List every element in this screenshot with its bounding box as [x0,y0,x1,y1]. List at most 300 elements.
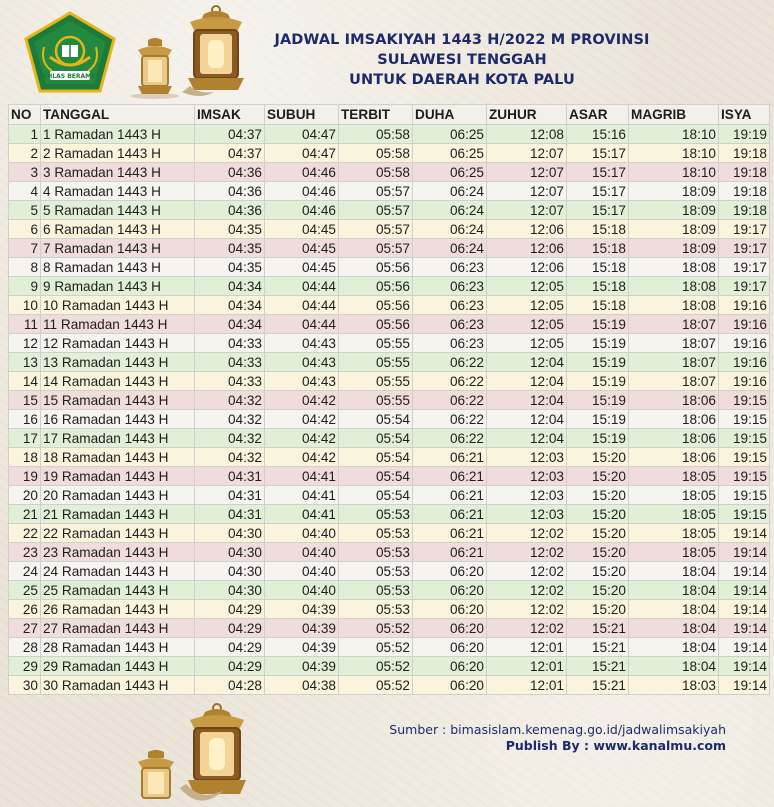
cell-imsak: 04:30 [195,562,265,581]
cell-isya: 19:15 [719,467,770,486]
cell-zuhur: 12:07 [487,182,567,201]
cell-no: 8 [9,258,41,277]
cell-no: 6 [9,220,41,239]
cell-duha: 06:24 [413,201,487,220]
cell-duha: 06:25 [413,144,487,163]
cell-asar: 15:19 [567,372,629,391]
cell-zuhur: 12:04 [487,372,567,391]
cell-duha: 06:22 [413,429,487,448]
cell-no: 3 [9,163,41,182]
cell-date: 11 Ramadan 1443 H [41,315,195,334]
cell-duha: 06:21 [413,505,487,524]
column-header-asar: ASAR [567,105,629,125]
cell-zuhur: 12:05 [487,296,567,315]
cell-no: 14 [9,372,41,391]
cell-terbit: 05:55 [339,372,413,391]
cell-subuh: 04:40 [265,543,339,562]
cell-subuh: 04:45 [265,258,339,277]
table-row [9,315,770,334]
cell-no: 30 [9,676,41,695]
cell-imsak: 04:36 [195,182,265,201]
cell-date: 9 Ramadan 1443 H [41,277,195,296]
cell-imsak: 04:29 [195,657,265,676]
table-row [9,619,770,638]
cell-date: 4 Ramadan 1443 H [41,182,195,201]
table-row [9,543,770,562]
cell-magrib: 18:07 [629,334,719,353]
cell-magrib: 18:08 [629,258,719,277]
cell-date: 8 Ramadan 1443 H [41,258,195,277]
cell-duha: 06:24 [413,182,487,201]
cell-no: 20 [9,486,41,505]
lantern-icon [130,750,182,806]
cell-terbit: 05:55 [339,391,413,410]
cell-isya: 19:14 [719,600,770,619]
cell-zuhur: 12:05 [487,334,567,353]
cell-subuh: 04:42 [265,410,339,429]
cell-date: 3 Ramadan 1443 H [41,163,195,182]
cell-isya: 19:14 [719,676,770,695]
cell-isya: 19:15 [719,486,770,505]
cell-imsak: 04:31 [195,505,265,524]
cell-no: 18 [9,448,41,467]
cell-duha: 06:21 [413,543,487,562]
cell-no: 29 [9,657,41,676]
title-line-1: JADWAL IMSAKIYAH 1443 H/2022 M PROVINSI [274,32,650,48]
cell-magrib: 18:04 [629,638,719,657]
cell-asar: 15:20 [567,543,629,562]
cell-asar: 15:18 [567,239,629,258]
cell-date: 30 Ramadan 1443 H [41,676,195,695]
cell-imsak: 04:28 [195,676,265,695]
cell-magrib: 18:07 [629,315,719,334]
cell-asar: 15:18 [567,277,629,296]
cell-no: 16 [9,410,41,429]
cell-duha: 06:20 [413,600,487,619]
cell-magrib: 18:05 [629,543,719,562]
cell-asar: 15:18 [567,258,629,277]
cell-terbit: 05:54 [339,467,413,486]
cell-subuh: 04:42 [265,391,339,410]
cell-imsak: 04:37 [195,125,265,144]
table-row [9,125,770,144]
cell-asar: 15:20 [567,562,629,581]
cell-zuhur: 12:03 [487,467,567,486]
cell-imsak: 04:33 [195,353,265,372]
cell-date: 15 Ramadan 1443 H [41,391,195,410]
cell-magrib: 18:10 [629,163,719,182]
cell-terbit: 05:53 [339,524,413,543]
cell-duha: 06:20 [413,562,487,581]
cell-magrib: 18:09 [629,182,719,201]
cell-imsak: 04:30 [195,581,265,600]
cell-no: 17 [9,429,41,448]
cell-subuh: 04:47 [265,144,339,163]
cell-date: 1 Ramadan 1443 H [41,125,195,144]
cell-imsak: 04:29 [195,638,265,657]
cell-isya: 19:16 [719,334,770,353]
cell-terbit: 05:58 [339,125,413,144]
cell-isya: 19:18 [719,182,770,201]
cell-zuhur: 12:02 [487,581,567,600]
cell-date: 5 Ramadan 1443 H [41,201,195,220]
cell-terbit: 05:56 [339,277,413,296]
cell-duha: 06:23 [413,277,487,296]
cell-subuh: 04:39 [265,638,339,657]
cell-subuh: 04:43 [265,334,339,353]
column-header-terbit: TERBIT [339,105,413,125]
table-row [9,562,770,581]
cell-imsak: 04:32 [195,448,265,467]
cell-terbit: 05:52 [339,619,413,638]
cell-isya: 19:18 [719,144,770,163]
cell-terbit: 05:52 [339,676,413,695]
cell-isya: 19:14 [719,581,770,600]
cell-asar: 15:17 [567,182,629,201]
cell-zuhur: 12:03 [487,448,567,467]
cell-asar: 15:20 [567,581,629,600]
cell-duha: 06:25 [413,125,487,144]
cell-date: 7 Ramadan 1443 H [41,239,195,258]
cell-no: 7 [9,239,41,258]
cell-imsak: 04:30 [195,524,265,543]
cell-asar: 15:21 [567,676,629,695]
cell-isya: 19:15 [719,410,770,429]
cell-date: 16 Ramadan 1443 H [41,410,195,429]
table-header-row [9,105,770,125]
crescent-icon [178,782,226,806]
column-header-tanggal: TANGGAL [41,105,195,125]
cell-imsak: 04:34 [195,277,265,296]
cell-asar: 15:20 [567,486,629,505]
cell-asar: 15:20 [567,448,629,467]
cell-zuhur: 12:08 [487,125,567,144]
cell-date: 2 Ramadan 1443 H [41,144,195,163]
cell-date: 10 Ramadan 1443 H [41,296,195,315]
cell-isya: 19:14 [719,562,770,581]
column-header-no: NO [9,105,41,125]
cell-zuhur: 12:06 [487,220,567,239]
cell-subuh: 04:42 [265,448,339,467]
cell-no: 1 [9,125,41,144]
cell-subuh: 04:45 [265,239,339,258]
cell-zuhur: 12:07 [487,163,567,182]
table-row [9,581,770,600]
header [0,0,774,102]
cell-isya: 19:15 [719,505,770,524]
cell-terbit: 05:57 [339,239,413,258]
cell-magrib: 18:06 [629,391,719,410]
cell-terbit: 05:55 [339,353,413,372]
column-header-zuhur: ZUHUR [487,105,567,125]
cell-zuhur: 12:01 [487,638,567,657]
table-row [9,638,770,657]
cell-subuh: 04:46 [265,201,339,220]
cell-isya: 19:14 [719,638,770,657]
cell-imsak: 04:35 [195,239,265,258]
cell-duha: 06:22 [413,372,487,391]
cell-date: 29 Ramadan 1443 H [41,657,195,676]
table-row [9,391,770,410]
cell-asar: 15:18 [567,220,629,239]
cell-isya: 19:16 [719,372,770,391]
cell-subuh: 04:40 [265,524,339,543]
cell-subuh: 04:43 [265,353,339,372]
cell-date: 14 Ramadan 1443 H [41,372,195,391]
cell-date: 17 Ramadan 1443 H [41,429,195,448]
cell-magrib: 18:05 [629,486,719,505]
column-header-imsak: IMSAK [195,105,265,125]
cell-imsak: 04:33 [195,334,265,353]
cell-isya: 19:16 [719,353,770,372]
cell-isya: 19:16 [719,315,770,334]
cell-terbit: 05:54 [339,448,413,467]
cell-asar: 15:20 [567,600,629,619]
cell-asar: 15:21 [567,638,629,657]
cell-subuh: 04:44 [265,296,339,315]
cell-duha: 06:21 [413,448,487,467]
column-header-magrib: MAGRIB [629,105,719,125]
cell-no: 5 [9,201,41,220]
cell-subuh: 04:47 [265,125,339,144]
cell-terbit: 05:53 [339,562,413,581]
cell-asar: 15:19 [567,334,629,353]
cell-imsak: 04:30 [195,543,265,562]
cell-subuh: 04:44 [265,277,339,296]
cell-asar: 15:21 [567,619,629,638]
cell-imsak: 04:31 [195,467,265,486]
cell-magrib: 18:03 [629,676,719,695]
cell-no: 13 [9,353,41,372]
table-row [9,182,770,201]
table-row [9,600,770,619]
cell-imsak: 04:37 [195,144,265,163]
cell-isya: 19:17 [719,258,770,277]
cell-no: 10 [9,296,41,315]
cell-subuh: 04:39 [265,600,339,619]
cell-subuh: 04:42 [265,429,339,448]
cell-isya: 19:16 [719,296,770,315]
cell-magrib: 18:06 [629,429,719,448]
cell-asar: 15:18 [567,296,629,315]
cell-zuhur: 12:03 [487,486,567,505]
cell-no: 26 [9,600,41,619]
cell-date: 23 Ramadan 1443 H [41,543,195,562]
cell-no: 9 [9,277,41,296]
cell-isya: 19:14 [719,543,770,562]
cell-zuhur: 12:04 [487,391,567,410]
cell-subuh: 04:43 [265,372,339,391]
cell-date: 21 Ramadan 1443 H [41,505,195,524]
cell-terbit: 05:57 [339,201,413,220]
cell-magrib: 18:08 [629,296,719,315]
cell-zuhur: 12:04 [487,353,567,372]
cell-asar: 15:20 [567,467,629,486]
cell-no: 19 [9,467,41,486]
source-text: Sumber : bimasislam.kemenag.go.id/jadwalimsakiyah [389,722,726,737]
cell-no: 22 [9,524,41,543]
lantern-icon [128,36,182,100]
cell-subuh: 04:40 [265,581,339,600]
table-row [9,353,770,372]
cell-subuh: 04:46 [265,182,339,201]
schedule-table [8,104,770,695]
cell-imsak: 04:34 [195,296,265,315]
cell-zuhur: 12:01 [487,657,567,676]
cell-no: 23 [9,543,41,562]
cell-magrib: 18:04 [629,600,719,619]
cell-asar: 15:20 [567,505,629,524]
cell-duha: 06:20 [413,676,487,695]
cell-isya: 19:18 [719,201,770,220]
table-row [9,277,770,296]
cell-no: 11 [9,315,41,334]
table-row [9,676,770,695]
cell-asar: 15:19 [567,353,629,372]
cell-imsak: 04:32 [195,410,265,429]
cell-no: 28 [9,638,41,657]
cell-subuh: 04:41 [265,505,339,524]
cell-terbit: 05:53 [339,600,413,619]
column-header-subuh: SUBUH [265,105,339,125]
cell-subuh: 04:41 [265,467,339,486]
cell-duha: 06:20 [413,581,487,600]
table-row [9,486,770,505]
table-row [9,524,770,543]
cell-duha: 06:23 [413,315,487,334]
cell-magrib: 18:06 [629,410,719,429]
cell-asar: 15:21 [567,657,629,676]
cell-duha: 06:21 [413,486,487,505]
cell-subuh: 04:39 [265,657,339,676]
cell-duha: 06:22 [413,353,487,372]
cell-isya: 19:15 [719,391,770,410]
cell-magrib: 18:10 [629,125,719,144]
cell-terbit: 05:56 [339,315,413,334]
table-row [9,163,770,182]
table-row [9,220,770,239]
cell-asar: 15:17 [567,201,629,220]
cell-isya: 19:15 [719,448,770,467]
cell-no: 25 [9,581,41,600]
cell-magrib: 18:04 [629,619,719,638]
cell-duha: 06:20 [413,657,487,676]
cell-terbit: 05:53 [339,505,413,524]
cell-zuhur: 12:07 [487,144,567,163]
cell-magrib: 18:07 [629,372,719,391]
cell-asar: 15:17 [567,144,629,163]
cell-imsak: 04:31 [195,486,265,505]
cell-terbit: 05:55 [339,334,413,353]
cell-imsak: 04:29 [195,600,265,619]
cell-date: 25 Ramadan 1443 H [41,581,195,600]
cell-zuhur: 12:02 [487,619,567,638]
table-row [9,429,770,448]
cell-zuhur: 12:02 [487,543,567,562]
cell-isya: 19:19 [719,125,770,144]
cell-date: 24 Ramadan 1443 H [41,562,195,581]
cell-magrib: 18:09 [629,220,719,239]
cell-duha: 06:21 [413,524,487,543]
cell-asar: 15:19 [567,410,629,429]
table-row [9,258,770,277]
table-row [9,144,770,163]
cell-date: 12 Ramadan 1443 H [41,334,195,353]
cell-no: 21 [9,505,41,524]
cell-no: 2 [9,144,41,163]
cell-no: 27 [9,619,41,638]
cell-imsak: 04:35 [195,220,265,239]
table-row [9,239,770,258]
cell-isya: 19:14 [719,657,770,676]
table-row [9,505,770,524]
table-row [9,410,770,429]
cell-duha: 06:22 [413,410,487,429]
cell-isya: 19:18 [719,163,770,182]
cell-terbit: 05:52 [339,638,413,657]
cell-duha: 06:20 [413,619,487,638]
logo-motto: IKHLAS BERAMAL [40,73,100,80]
column-header-isya: ISYA [719,105,770,125]
cell-imsak: 04:36 [195,201,265,220]
cell-terbit: 05:56 [339,258,413,277]
cell-zuhur: 12:06 [487,239,567,258]
cell-zuhur: 12:05 [487,277,567,296]
cell-no: 12 [9,334,41,353]
cell-duha: 06:23 [413,334,487,353]
cell-duha: 06:24 [413,220,487,239]
cell-date: 6 Ramadan 1443 H [41,220,195,239]
cell-zuhur: 12:03 [487,505,567,524]
table-row [9,334,770,353]
cell-date: 13 Ramadan 1443 H [41,353,195,372]
cell-isya: 19:17 [719,220,770,239]
cell-zuhur: 12:01 [487,676,567,695]
cell-magrib: 18:09 [629,201,719,220]
cell-subuh: 04:39 [265,619,339,638]
cell-terbit: 05:57 [339,182,413,201]
table-row [9,448,770,467]
cell-magrib: 18:04 [629,581,719,600]
cell-imsak: 04:32 [195,391,265,410]
cell-date: 28 Ramadan 1443 H [41,638,195,657]
cell-imsak: 04:32 [195,429,265,448]
cell-duha: 06:20 [413,638,487,657]
cell-asar: 15:16 [567,125,629,144]
cell-isya: 19:17 [719,277,770,296]
table-row [9,467,770,486]
cell-zuhur: 12:05 [487,315,567,334]
cell-subuh: 04:41 [265,486,339,505]
cell-date: 18 Ramadan 1443 H [41,448,195,467]
cell-terbit: 05:58 [339,144,413,163]
cell-imsak: 04:35 [195,258,265,277]
cell-asar: 15:20 [567,524,629,543]
cell-duha: 06:23 [413,258,487,277]
cell-date: 19 Ramadan 1443 H [41,467,195,486]
cell-magrib: 18:05 [629,524,719,543]
lantern-icon [180,4,252,100]
cell-terbit: 05:52 [339,657,413,676]
cell-duha: 06:22 [413,391,487,410]
cell-zuhur: 12:04 [487,410,567,429]
cell-asar: 15:19 [567,391,629,410]
cell-terbit: 05:58 [339,163,413,182]
cell-subuh: 04:46 [265,163,339,182]
column-header-duha: DUHA [413,105,487,125]
cell-duha: 06:21 [413,467,487,486]
cell-asar: 15:19 [567,315,629,334]
